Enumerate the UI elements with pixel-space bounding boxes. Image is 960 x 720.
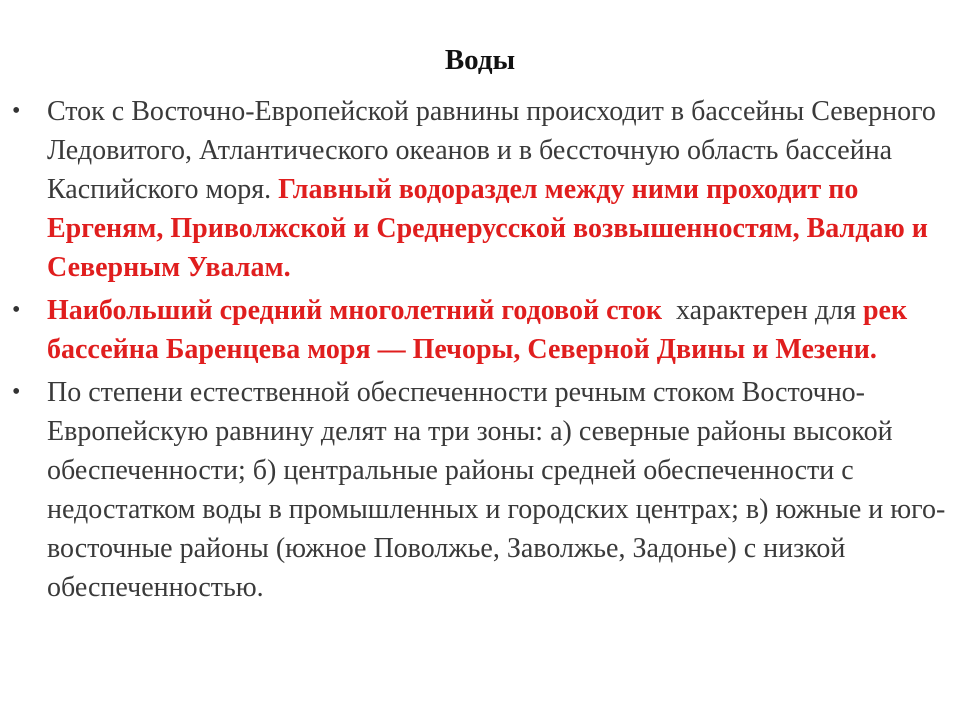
bullet-icon: • (12, 297, 21, 323)
bullet-icon: • (12, 98, 21, 124)
bullet-2-highlight-lead: Наибольший средний многолетний годовой сток (47, 295, 663, 326)
bullet-item-3 (0, 373, 960, 607)
slide-title: Воды (444, 44, 516, 76)
bullet-2-text: характерен для (662, 295, 863, 326)
bullet-item-1 (0, 92, 960, 287)
bullet-icon: • (12, 379, 21, 405)
bullet-1-text: Сток с Восточно-Европейской равнины происходит в бассейны Северного Ледовитого, Атлантического океанов и в бессточную область бассейна Каспийского моря. (47, 96, 936, 205)
bullet-list (0, 92, 960, 607)
bullet-item-2 (0, 291, 960, 369)
bullet-2-highlight-rivers: рек бассейна Баренцева моря — Печоры, Северной Двины и Мезени. (47, 295, 908, 365)
bullet-1-highlight: Главный водораздел между ними проходит по Ергеням, Приволжской и Среднерусской возвышенностям, Валдаю и Северным Увалам. (47, 174, 928, 283)
bullet-3-text: По степени естественной обеспеченности речным стоком Восточно-Европейскую равнину делят на три зоны: а) северные районы высокой обеспеченности; б) центральные районы средней обеспеченности с недостатком воды в промышленных и городских центрах; в) южные и юго-восточные районы (южное Поволжье, Заволжье, Задонье) с низкой обеспеченностью. (47, 377, 946, 603)
